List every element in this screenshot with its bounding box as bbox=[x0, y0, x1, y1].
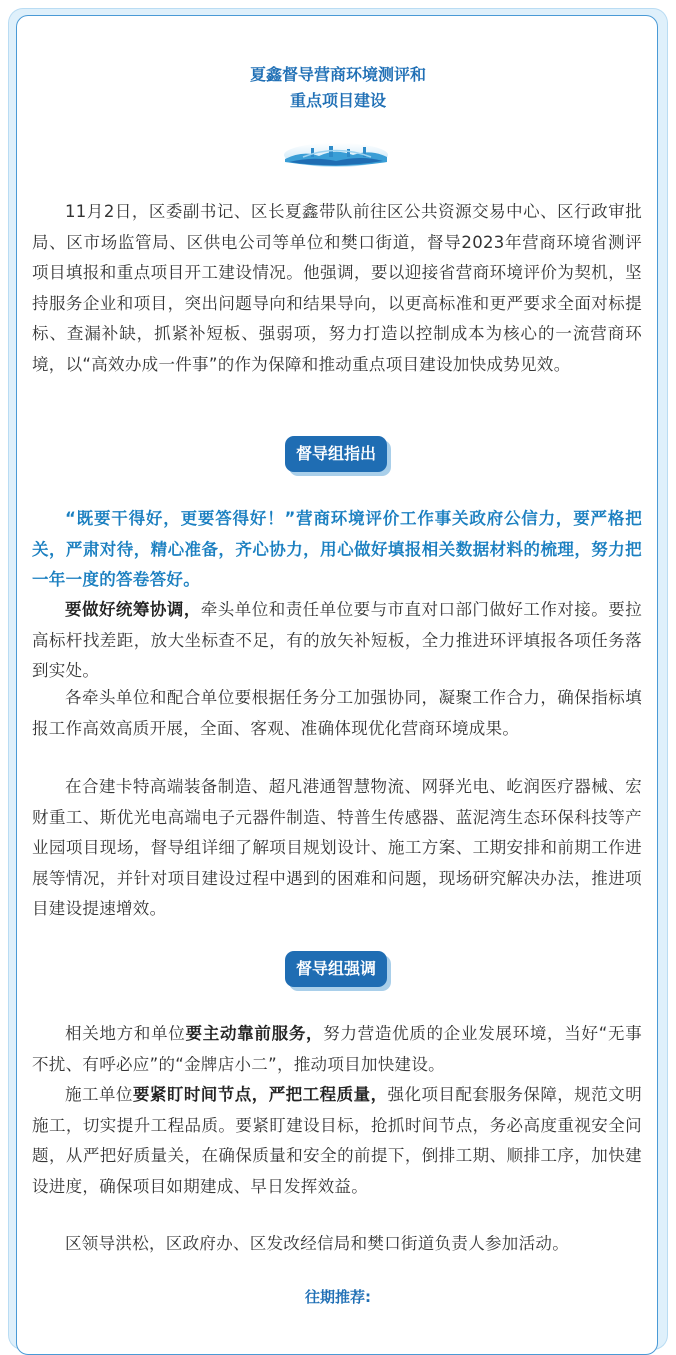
section1-p1-emphasis: 要做好统筹协调， bbox=[65, 600, 201, 619]
past-recommendations-link[interactable]: 往期推荐: bbox=[305, 1288, 371, 1306]
section2-p2-emphasis: 要紧盯时间节点，严把工程质量， bbox=[132, 1085, 388, 1104]
section1-paragraph-1 bbox=[32, 595, 642, 687]
section1-paragraph-3: 在合建卡特高端装备制造、超凡港通智慧物流、网驿光电、屹润医疗器械、宏财重工、斯优光电高端电子元器件制造、特普生传感器、蓝泥湾生态环保科技等产业园项目现场，督导组详细了解项目规划设计、施工方案、工期安排和前期工作进展等情况，并针对项目建设过程中遇到的困难和问题，现场研究解决办法，推进项目建设提速增效。 bbox=[32, 777, 642, 918]
section2-paragraph-3: 区领导洪松，区政府办、区发改经信局和樊口街道负责人参加活动。 bbox=[65, 1234, 569, 1253]
section2-p2-lead: 施工单位 bbox=[65, 1085, 133, 1104]
section1-paragraph-2: 各牵头单位和配合单位要根据任务分工加强协同，凝聚工作合力，确保指标填报工作高效高质开展，全面、客观、准确体现优化营商环境成果。 bbox=[32, 688, 642, 738]
section2-paragraph-1 bbox=[32, 1019, 642, 1080]
section2-p1-emphasis: 要主动靠前服务， bbox=[185, 1024, 324, 1043]
article-title-line2: 重点项目建设 bbox=[289, 91, 386, 110]
article-title-line1: 夏鑫督导营商环境测评和 bbox=[249, 65, 426, 84]
section-badge-supervision-points: 督导组指出 bbox=[285, 436, 387, 472]
section1-p1-text: 牵头单位和责任单位要与市直对口部门做好工作对接。要拉高标杆找差距，放大坐标查不足，有的放矢补短板，全力推进环评填报各项任务落到实处。 bbox=[32, 600, 642, 680]
section2-p1-text: 努力营造优质的企业发展环境，当好“无事不扰、有呼必应”的“金牌店小二”，推动项目加快建设。 bbox=[32, 1024, 642, 1074]
section-badge-supervision-emphasis: 督导组强调 bbox=[285, 951, 387, 987]
intro-paragraph: 11月2日，区委副书记、区长夏鑫带队前往区公共资源交易中心、区行政审批局、区市场监管局、区供电公司等单位和樊口街道，督导2023年营商环境省测评项目填报和重点项目开工建设情况。他强调，要以迎接省营商环境评价为契机，坚持服务企业和项目，突出问题导向和结果导向，以更高标准和更严要求全面对标提标、查漏补缺，抓紧补短板、强弱项，努力打造以控制成本为核心的一流营商环境，以“高效办成一件事”的作为保障和推动重点项目建设加快成势见效。 bbox=[32, 202, 642, 374]
section1-quote: “既要干得好，更要答得好！”营商环境评价工作事关政府公信力，要严格把关，严肃对待，精心准备，齐心协力，用心做好填报相关数据材料的梳理，努力把一年一度的答卷答好。 bbox=[32, 509, 642, 589]
section2-p1-lead: 相关地方和单位 bbox=[65, 1024, 186, 1043]
decorative-banner-image bbox=[283, 140, 389, 168]
section2-paragraph-2 bbox=[32, 1080, 642, 1202]
section2-p2-text: 强化项目配套服务保障，规范文明施工，切实提升工程品质。要紧盯建设目标，抢抓时间节点，务必高度重视安全问题，从严把好质量关，在确保质量和安全的前提下，倒排工期、顺排工序，加快建设进度，确保项目如期建成、早日发挥效益。 bbox=[32, 1085, 643, 1196]
